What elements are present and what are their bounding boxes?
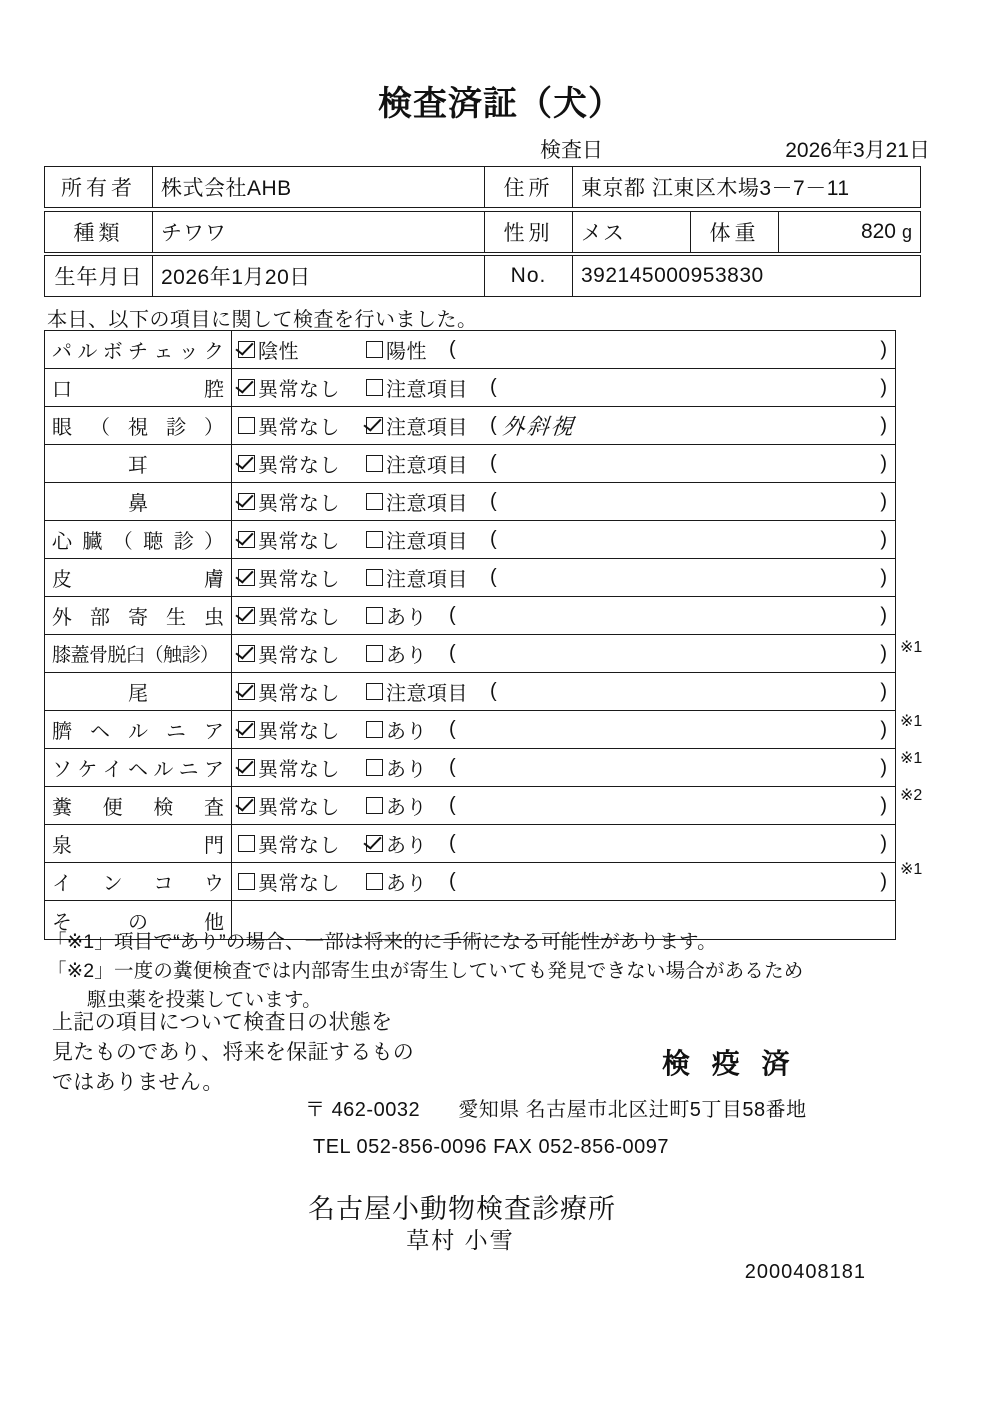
checklist-row-label-text: 心 臓 （ 聴 診 ） xyxy=(52,531,224,553)
remark-paren-open: ( xyxy=(490,414,497,436)
breed-row xyxy=(45,212,921,253)
checkbox-option-label: あり xyxy=(386,721,427,743)
checkbox-option-label: 異常なし xyxy=(258,797,340,819)
checklist-row-label xyxy=(45,863,232,901)
checkbox-icon[interactable] xyxy=(366,607,383,624)
checklist-row-label xyxy=(45,635,232,673)
remark-paren-open: ( xyxy=(449,756,456,778)
checkbox-icon[interactable] xyxy=(366,683,383,700)
checkbox-icon[interactable] xyxy=(238,417,255,434)
remark-paren-open: ( xyxy=(449,794,456,816)
remark-paren-open: ( xyxy=(490,452,497,474)
disclaimer-line-2: 見たものであり、将来を保証するもの xyxy=(52,1041,415,1064)
checked-checkbox-icon[interactable] xyxy=(238,569,255,586)
checkbox-option-1[interactable] xyxy=(238,829,366,858)
remark-paren-close: ) xyxy=(880,604,887,626)
remark-paren-open: ( xyxy=(449,338,456,360)
footnotes xyxy=(47,928,803,1015)
checkbox-option-label: 陽性 xyxy=(386,341,427,363)
remark-paren-close: ) xyxy=(880,338,887,360)
checked-checkbox-icon[interactable] xyxy=(238,683,255,700)
checklist-row xyxy=(45,407,896,445)
remark-paren-open: ( xyxy=(449,832,456,854)
checklist-row-label-text: 尾 xyxy=(128,683,148,705)
checklist-row-label-text: 耳 xyxy=(128,455,148,477)
checklist-row xyxy=(45,483,896,521)
checkbox-option-label: 異常なし xyxy=(258,759,340,781)
footnote-1: 「※1」項目で“あり”の場合、一部は将来的に手術になる可能性があります。 xyxy=(47,931,717,953)
remark-paren-close: ) xyxy=(880,414,887,436)
clinic-address-text: 愛知県 名古屋市北区辻町5丁目58番地 xyxy=(458,1099,807,1121)
checklist-row-options xyxy=(232,369,896,407)
checkbox-option-label: 注意項目 xyxy=(386,683,468,705)
remark-paren-close: ) xyxy=(880,642,887,664)
checklist-row-label xyxy=(45,749,232,787)
checkbox-option-1[interactable] xyxy=(238,411,366,440)
remark-paren-open: ( xyxy=(449,718,456,740)
postal-mark-icon: 〒 xyxy=(305,1099,326,1121)
checkbox-option-label: あり xyxy=(386,797,427,819)
breed-value: チワワ xyxy=(153,212,485,253)
checkbox-option-label: あり xyxy=(386,873,427,895)
checkbox-option-label: 注意項目 xyxy=(386,379,468,401)
checkbox-option-1[interactable] xyxy=(238,487,366,516)
address-label: 住所 xyxy=(485,167,573,208)
checklist-row-label-text: 外 部 寄 生 虫 xyxy=(52,607,224,629)
checklist-row-label xyxy=(45,369,232,407)
checklist-row-label xyxy=(45,407,232,445)
page-title: 検査済証（犬） xyxy=(378,85,623,123)
checkbox-icon[interactable] xyxy=(366,759,383,776)
checkbox-option-2[interactable] xyxy=(366,715,427,744)
owner-value: 株式会社AHB xyxy=(153,167,485,208)
checkbox-option-label: 異常なし xyxy=(258,379,340,401)
checklist-row xyxy=(45,825,896,863)
quarantine-stamp: 検 疫 済 xyxy=(662,1048,797,1079)
checkbox-option-label: あり xyxy=(386,645,427,667)
checklist-row-options xyxy=(232,825,896,863)
checkbox-option-label: 注意項目 xyxy=(386,455,468,477)
checkbox-icon[interactable] xyxy=(366,531,383,548)
checked-checkbox-icon[interactable] xyxy=(238,797,255,814)
checklist-row xyxy=(45,331,896,369)
checklist-row-label-text: 眼 （ 視 診 ） xyxy=(52,417,224,439)
checkbox-option-label: 注意項目 xyxy=(386,569,468,591)
remark-paren-close: ) xyxy=(880,452,887,474)
checkbox-option-2[interactable] xyxy=(366,449,468,478)
checkbox-icon[interactable] xyxy=(366,569,383,586)
checklist-row-label xyxy=(45,597,232,635)
remark-paren-open: ( xyxy=(449,642,456,664)
checkbox-option-1[interactable] xyxy=(238,373,366,402)
weight-unit: g xyxy=(901,222,912,242)
checkbox-option-1[interactable] xyxy=(238,449,366,478)
checklist-row xyxy=(45,787,896,825)
owner-row xyxy=(45,167,921,208)
checkbox-option-1[interactable] xyxy=(238,601,366,630)
checklist-row-options xyxy=(232,711,896,749)
checklist-row-label-text: 膝蓋骨脱臼（触診） xyxy=(52,645,219,666)
checklist-row xyxy=(45,673,896,711)
footnote-mark: ※1 xyxy=(900,750,923,767)
checkbox-icon[interactable] xyxy=(238,835,255,852)
remark-paren-open: ( xyxy=(490,566,497,588)
checklist-row-label xyxy=(45,825,232,863)
checked-checkbox-icon[interactable] xyxy=(238,341,255,358)
remark-paren-close: ) xyxy=(880,680,887,702)
checklist-row-options xyxy=(232,787,896,825)
footnote-mark: ※2 xyxy=(900,787,923,804)
checkbox-option-2[interactable] xyxy=(366,867,427,896)
checklist-row xyxy=(45,863,896,901)
address-value: 東京都 江東区木場3－7－11 xyxy=(573,167,921,208)
checkbox-option-label: あり xyxy=(386,607,427,629)
remark-paren-open: ( xyxy=(490,528,497,550)
checkbox-option-1[interactable] xyxy=(238,335,366,364)
clinic-address xyxy=(305,1093,807,1122)
checkbox-option-label: あり xyxy=(386,759,427,781)
checkbox-option-label: 異常なし xyxy=(258,417,340,439)
checklist-row-label xyxy=(45,521,232,559)
weight-label: 体重 xyxy=(691,212,779,253)
checklist-row-label-text: パ ル ボ チ ェ ッ ク xyxy=(52,341,224,363)
checklist-row-label-text: 皮 膚 xyxy=(52,569,224,591)
inspection-checklist-table xyxy=(44,330,896,940)
clinic-name: 名古屋小動物検査診療所 xyxy=(308,1194,616,1224)
remark-paren-close: ) xyxy=(880,756,887,778)
remark-paren-close: ) xyxy=(880,566,887,588)
checkbox-option-label: 異常なし xyxy=(258,721,340,743)
checklist-row-label-text: そ の 他 xyxy=(52,911,224,934)
animal-info-table xyxy=(44,166,921,208)
veterinarian-name: 草村 小雪 xyxy=(406,1227,515,1253)
checklist-row-label xyxy=(45,711,232,749)
remark-paren-open: ( xyxy=(449,604,456,626)
checkbox-option-2[interactable] xyxy=(366,525,468,554)
checkbox-option-1[interactable] xyxy=(238,677,366,706)
checkbox-icon[interactable] xyxy=(366,341,383,358)
checklist-row-options xyxy=(232,559,896,597)
sex-value: メス xyxy=(573,212,691,253)
checkbox-option-label: 異常なし xyxy=(258,683,340,705)
checklist-row xyxy=(45,445,896,483)
remark-paren-open: ( xyxy=(490,376,497,398)
checkbox-icon[interactable] xyxy=(238,873,255,890)
checked-checkbox-icon[interactable] xyxy=(238,721,255,738)
checkbox-option-label: 異常なし xyxy=(258,607,340,629)
checklist-row-options xyxy=(232,597,896,635)
checklist-row xyxy=(45,369,896,407)
checked-checkbox-icon[interactable] xyxy=(238,455,255,472)
postal-code: 462-0032 xyxy=(331,1099,421,1121)
remark-paren-close: ) xyxy=(880,490,887,512)
clinic-tel-fax: TEL 052-856-0096 FAX 052-856-0097 xyxy=(313,1136,670,1158)
checked-checkbox-icon[interactable] xyxy=(238,531,255,548)
exam-date-value: 2026年3月21日 xyxy=(785,139,930,162)
checkbox-option-label: 異常なし xyxy=(258,531,340,553)
remark-paren-close: ) xyxy=(880,870,887,892)
checkbox-icon[interactable] xyxy=(366,721,383,738)
checked-checkbox-icon[interactable] xyxy=(366,417,383,434)
checked-checkbox-icon[interactable] xyxy=(238,379,255,396)
checklist-row-options xyxy=(232,483,896,521)
checklist-row-label xyxy=(45,787,232,825)
checked-checkbox-icon[interactable] xyxy=(238,607,255,624)
footnote-mark: ※1 xyxy=(900,639,923,656)
weight-value: 820 xyxy=(860,220,896,243)
checkbox-option-label: 異常なし xyxy=(258,645,340,667)
remark-paren-close: ) xyxy=(880,718,887,740)
checklist-row-label xyxy=(45,483,232,521)
checkbox-option-1[interactable] xyxy=(238,753,366,782)
checklist-row-options xyxy=(232,445,896,483)
remark-paren-open: ( xyxy=(449,870,456,892)
checklist-row-label-text: 鼻 xyxy=(128,493,148,515)
checklist-row xyxy=(45,521,896,559)
remark-paren-close: ) xyxy=(880,376,887,398)
disclaimer-line-1: 上記の項目について検査日の状態を xyxy=(52,1011,393,1034)
checklist-row-options xyxy=(232,863,896,901)
checkbox-option-2[interactable] xyxy=(366,677,468,706)
footnote-mark: ※1 xyxy=(900,713,923,730)
remark-paren-open: ( xyxy=(490,490,497,512)
checklist-row xyxy=(45,559,896,597)
footnote-2-continued: 駆虫薬を投薬しています。 xyxy=(87,989,322,1011)
checkbox-option-1[interactable] xyxy=(238,791,366,820)
serial-number: 2000408181 xyxy=(744,1261,866,1283)
sex-label: 性別 xyxy=(485,212,573,253)
checklist-row-label-text: 泉 門 xyxy=(52,835,224,857)
checkbox-option-label: 異常なし xyxy=(258,493,340,515)
checkbox-option-2[interactable] xyxy=(366,791,427,820)
checklist-row-options xyxy=(232,635,896,673)
checklist-row-label-text: イ ン コ ウ xyxy=(52,873,224,895)
checkbox-option-label: 異常なし xyxy=(258,835,340,857)
checklist-row xyxy=(45,597,896,635)
registration-no-value: 392145000953830 xyxy=(573,256,921,297)
checked-checkbox-icon[interactable] xyxy=(238,759,255,776)
checklist-row xyxy=(45,635,896,673)
checklist-row-label xyxy=(45,559,232,597)
checkbox-option-2[interactable] xyxy=(366,487,468,516)
checkbox-icon[interactable] xyxy=(366,493,383,510)
disclaimer xyxy=(52,1008,414,1098)
checkbox-option-1[interactable] xyxy=(238,525,366,554)
checkbox-icon[interactable] xyxy=(366,873,383,890)
breed-label: 種類 xyxy=(45,212,153,253)
checkbox-icon[interactable] xyxy=(366,645,383,662)
checkbox-option-2[interactable] xyxy=(366,829,427,858)
checklist-row xyxy=(45,749,896,787)
checkbox-option-2[interactable] xyxy=(366,411,468,440)
checkbox-option-label: 注意項目 xyxy=(386,531,468,553)
checklist-row-label xyxy=(45,445,232,483)
checkbox-option-label: 注意項目 xyxy=(386,493,468,515)
remark-paren-close: ) xyxy=(880,794,887,816)
checkbox-option-1[interactable] xyxy=(238,867,366,896)
birthdate-value: 2026年1月20日 xyxy=(153,256,485,297)
checked-checkbox-icon[interactable] xyxy=(238,645,255,662)
checklist-row-options xyxy=(232,407,896,445)
checkbox-option-2[interactable] xyxy=(366,753,427,782)
exam-date-label: 検査日 xyxy=(540,139,603,162)
checklist-row-label-text: 糞 便 検 査 xyxy=(52,797,224,819)
birthdate-label: 生年月日 xyxy=(45,256,153,297)
checklist-row-options xyxy=(232,673,896,711)
checkbox-option-2[interactable] xyxy=(366,373,468,402)
footnote-2: 「※2」一度の糞便検査では内部寄生虫が寄生していても発見できない場合があるため xyxy=(47,960,804,982)
handwritten-remark: 外斜視 xyxy=(501,415,576,440)
checkbox-option-label: 異常なし xyxy=(258,569,340,591)
intro-text: 本日、以下の項目に関して検査を行いました。 xyxy=(47,309,478,331)
checkbox-option-2[interactable] xyxy=(366,563,468,592)
checklist-row-options xyxy=(232,521,896,559)
checkbox-option-label: あり xyxy=(386,835,427,857)
exam-date-row xyxy=(540,134,930,164)
checkbox-option-2[interactable] xyxy=(366,639,427,668)
registration-no-label: No. xyxy=(485,256,573,297)
checkbox-icon[interactable] xyxy=(366,379,383,396)
weight-cell xyxy=(779,212,921,253)
checked-checkbox-icon[interactable] xyxy=(366,835,383,852)
birth-info-table xyxy=(44,255,921,297)
checkbox-option-label: 異常なし xyxy=(258,873,340,895)
disclaimer-line-3: ではありません。 xyxy=(52,1071,224,1094)
checklist-row-label xyxy=(45,673,232,711)
checkbox-icon[interactable] xyxy=(366,797,383,814)
checkbox-option-1[interactable] xyxy=(238,639,366,668)
checklist-row-label-text: 臍 ヘ ル ニ ア xyxy=(52,721,224,743)
checked-checkbox-icon[interactable] xyxy=(238,493,255,510)
checkbox-option-label: 注意項目 xyxy=(386,417,468,439)
checklist-row-label-text: 口 腔 xyxy=(52,379,224,401)
footnote-mark: ※1 xyxy=(900,861,923,878)
breed-info-table xyxy=(44,211,921,253)
remark-paren-open: ( xyxy=(490,680,497,702)
owner-label: 所有者 xyxy=(45,167,153,208)
remark-paren-close: ) xyxy=(880,832,887,854)
checkbox-icon[interactable] xyxy=(366,455,383,472)
checkbox-option-1[interactable] xyxy=(238,715,366,744)
checkbox-option-label: 陰性 xyxy=(258,341,299,363)
checklist-row xyxy=(45,711,896,749)
checkbox-option-1[interactable] xyxy=(238,563,366,592)
remark-paren-close: ) xyxy=(880,528,887,550)
checkbox-option-label: 異常なし xyxy=(258,455,340,477)
checklist-row-options xyxy=(232,331,896,369)
checklist-row-label xyxy=(45,331,232,369)
birth-row xyxy=(45,256,921,297)
checkbox-option-2[interactable] xyxy=(366,335,427,364)
checklist-row-label-text: ソ ケ イ ヘ ル ニ ア xyxy=(52,759,224,781)
checklist-row-options xyxy=(232,749,896,787)
checkbox-option-2[interactable] xyxy=(366,601,427,630)
